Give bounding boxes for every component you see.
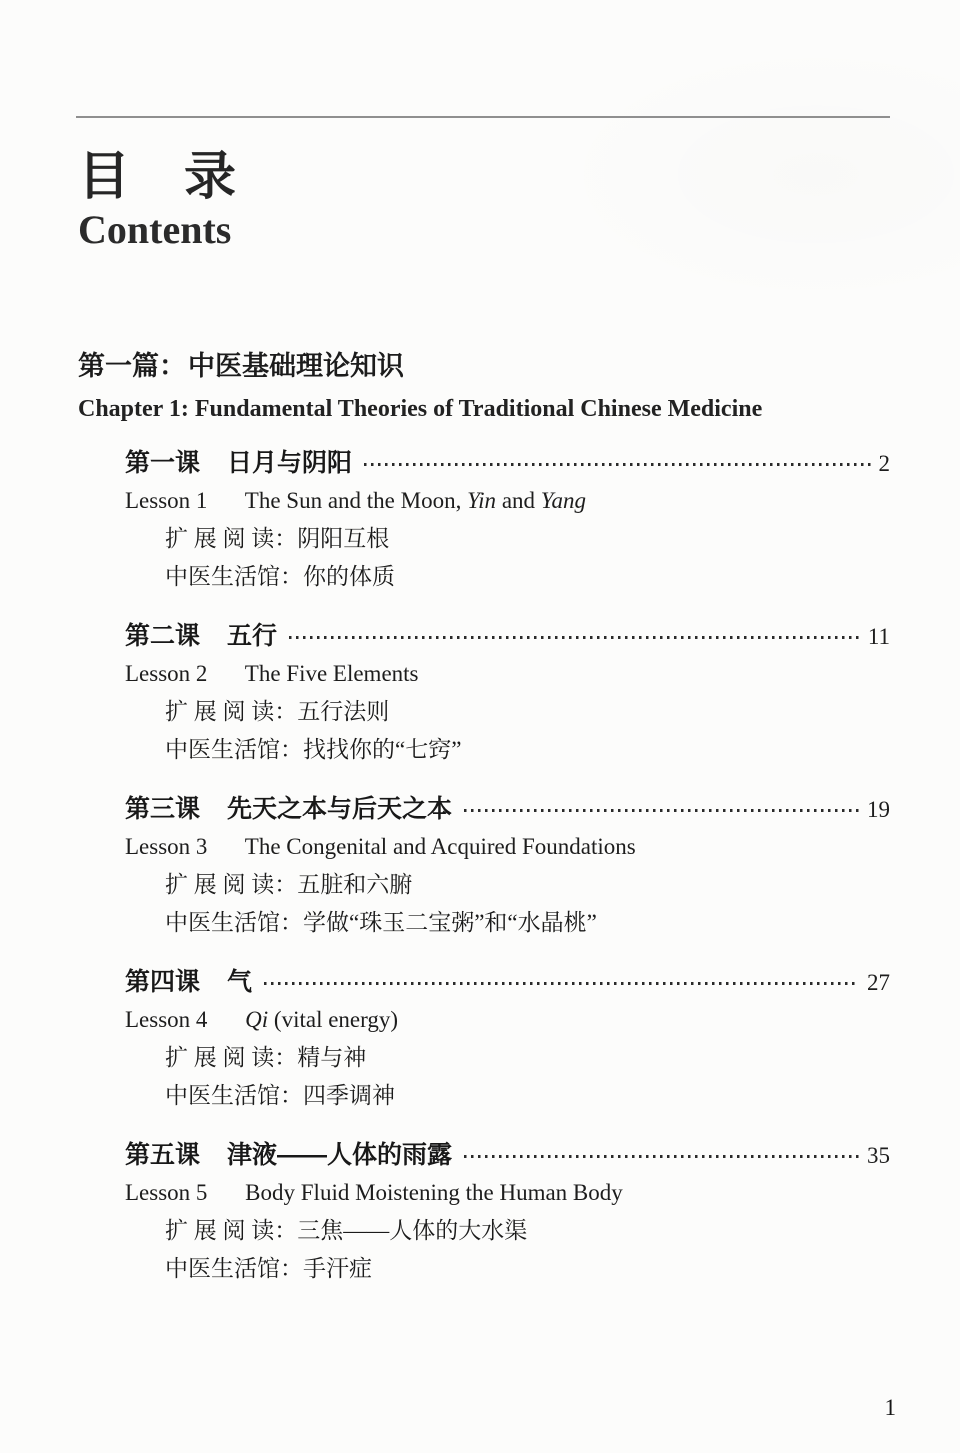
lesson-zh-title: 津液——人体的雨露 [227, 1141, 453, 1169]
page-number: 1 [884, 1395, 896, 1420]
lesson-zh-title: 先天之本与后天之本 [227, 795, 453, 823]
lesson-zh-row [125, 446, 890, 481]
lesson-tcm-life-row [125, 1254, 890, 1284]
lesson-zh-row [125, 1138, 890, 1173]
lesson-en-number: Lesson 2 [125, 661, 208, 686]
toc-title-en: Contents [78, 207, 232, 253]
extended-reading-label: 扩 展 阅 读： [165, 1218, 298, 1243]
lesson-page-number: 11 [867, 624, 890, 649]
lesson-en-title: The Sun and the Moon, Yin and Yang [244, 488, 586, 513]
lesson-zh-row [125, 619, 890, 654]
lesson-page-number: 2 [878, 451, 890, 476]
lesson-extended-reading-row [125, 524, 890, 554]
lesson-list [125, 446, 890, 1311]
lesson-tcm-life-row [125, 1081, 890, 1111]
lesson-tcm-life-row [125, 908, 890, 938]
lesson-en-title: Qi (vital energy) [245, 1007, 399, 1032]
tcm-life-label: 中医生活馆： [165, 737, 303, 762]
lesson-en-row [125, 1005, 890, 1035]
tcm-life-text: 手汗症 [303, 1256, 372, 1281]
chapter-heading [78, 350, 890, 424]
lesson-zh-number: 第一课 [125, 449, 201, 477]
tcm-life-text: 四季调神 [303, 1083, 395, 1108]
tcm-life-label: 中医生活馆： [165, 564, 303, 589]
extended-reading-label: 扩 展 阅 读： [165, 1045, 298, 1070]
chapter-title-zh-text: 中医基础理论知识 [188, 351, 404, 381]
lesson-page-number: 19 [867, 797, 890, 822]
extended-reading-text: 阴阳互根 [297, 526, 390, 551]
toc-lesson-entry [125, 619, 890, 765]
lesson-zh-title: 日月与阴阳 [227, 449, 353, 477]
extended-reading-label: 扩 展 阅 读： [165, 872, 298, 897]
tcm-life-label: 中医生活馆： [165, 1256, 303, 1281]
lesson-page-number: 35 [867, 1143, 890, 1168]
lesson-en-row [125, 659, 890, 689]
toc-title-zh: 目 录 [78, 148, 238, 206]
lesson-page-number: 27 [867, 970, 890, 995]
tcm-life-text: 找找你的“七窍” [303, 737, 462, 762]
lesson-en-row [125, 832, 890, 862]
lesson-en-title: The Five Elements [244, 661, 419, 686]
lesson-extended-reading-row [125, 697, 890, 727]
tcm-life-text: 学做“珠玉二宝粥”和“水晶桃” [303, 910, 597, 935]
lesson-zh-row [125, 792, 890, 827]
lesson-extended-reading-row [125, 870, 890, 900]
dot-leader [464, 1155, 859, 1158]
lesson-en-row [125, 486, 890, 516]
extended-reading-text: 精与神 [297, 1045, 367, 1070]
lesson-zh-row [125, 965, 890, 1000]
lesson-extended-reading-row [125, 1043, 890, 1073]
lesson-en-number: Lesson 4 [125, 1007, 208, 1032]
lesson-en-title: Body Fluid Moistening the Human Body [245, 1180, 623, 1205]
toc-lesson-entry [125, 965, 890, 1111]
lesson-zh-number: 第四课 [125, 968, 201, 996]
lesson-zh-number: 第三课 [125, 795, 201, 823]
tcm-life-label: 中医生活馆： [165, 910, 303, 935]
lesson-zh-title: 气 [227, 968, 253, 996]
lesson-extended-reading-row [125, 1216, 890, 1246]
toc-lesson-entry [125, 792, 890, 938]
dot-leader [464, 809, 859, 812]
lesson-tcm-life-row [125, 735, 890, 765]
toc-lesson-entry [125, 1138, 890, 1284]
tcm-life-text: 你的体质 [303, 564, 395, 589]
extended-reading-text: 五行法则 [297, 699, 390, 724]
dot-leader [364, 463, 870, 466]
extended-reading-label: 扩 展 阅 读： [165, 699, 298, 724]
lesson-zh-title: 五行 [227, 622, 278, 650]
lesson-en-number: Lesson 1 [125, 488, 208, 513]
dot-leader [289, 636, 860, 639]
extended-reading-label: 扩 展 阅 读： [165, 526, 298, 551]
toc-header [78, 148, 237, 253]
toc-lesson-entry [125, 446, 890, 592]
dot-leader [264, 982, 859, 985]
extended-reading-text: 三焦——人体的大水渠 [297, 1218, 528, 1243]
lesson-en-title: The Congenital and Acquired Foundations [244, 834, 636, 859]
extended-reading-text: 五脏和六腑 [297, 872, 413, 897]
chapter-prefix-zh: 第一篇： [78, 351, 186, 381]
lesson-en-number: Lesson 3 [125, 834, 208, 859]
lesson-en-row [125, 1178, 890, 1208]
chapter-title-zh [78, 350, 890, 384]
lesson-tcm-life-row [125, 562, 890, 592]
header-rule [76, 116, 890, 118]
chapter-title-en: Chapter 1: Fundamental Theories of Traditional Chinese Medicine [78, 395, 763, 422]
lesson-zh-number: 第五课 [125, 1141, 201, 1169]
tcm-life-label: 中医生活馆： [165, 1083, 303, 1108]
lesson-zh-number: 第二课 [125, 622, 201, 650]
lesson-en-number: Lesson 5 [125, 1180, 208, 1205]
